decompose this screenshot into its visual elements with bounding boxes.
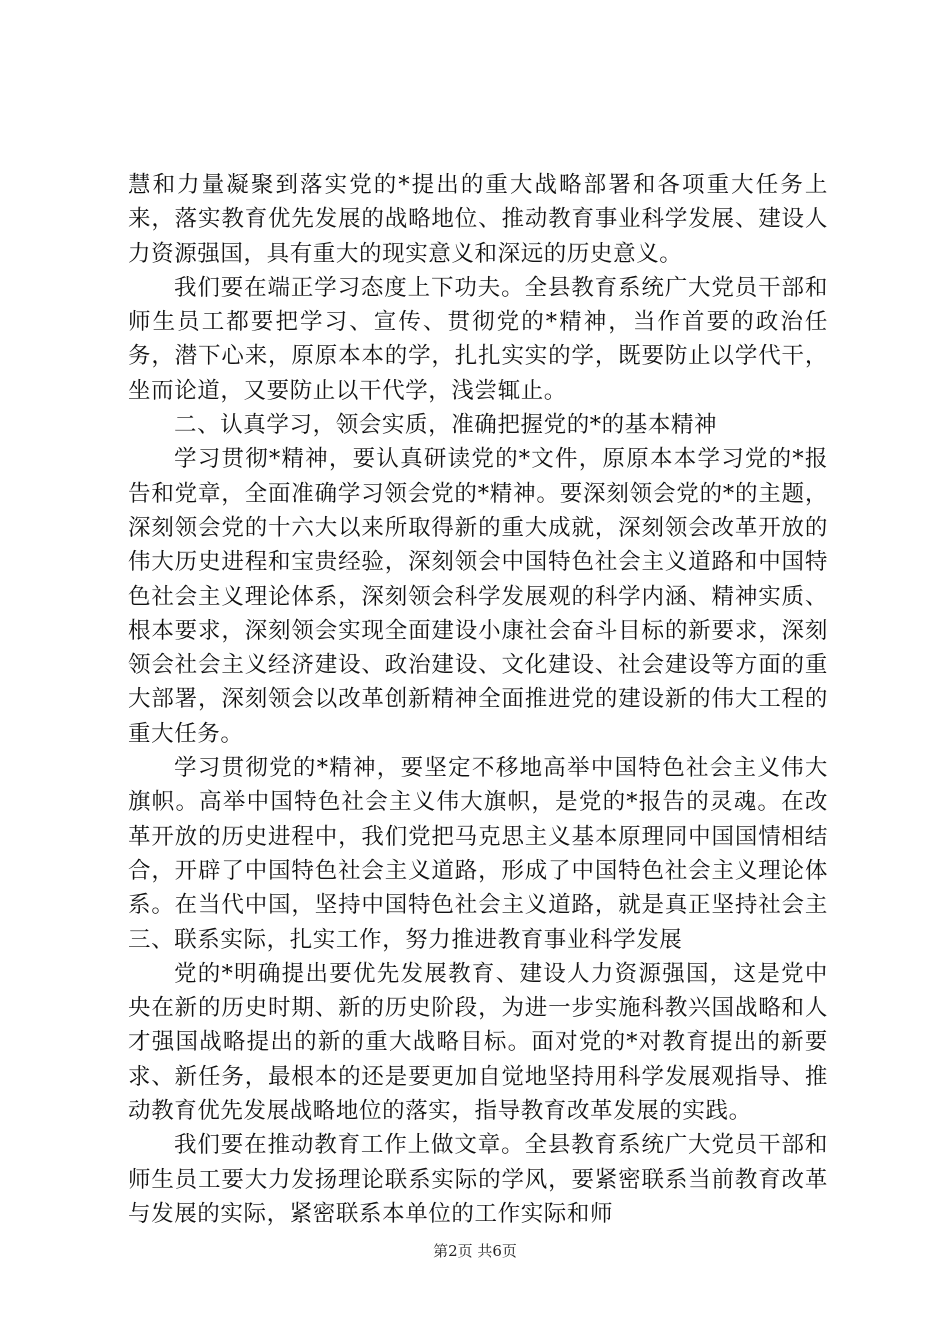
paragraph: 党的*明确提出要优先发展教育、建设人力资源强国，这是党中央在新的历史时期、新的历史阶段，为进一步实施科教兴国战略和人才强国战略提出的新的重大战略目标。面对党的*对教育提出的新要求、新任务，最根本的还是要更加自觉地坚持用科学发展观指导、推动教育优先发展战略地位的落实，指导教育改革发展的实践。 — [128, 960, 828, 1125]
section-heading: 二、认真学习，领会实质，准确把握党的*的基本精神 — [174, 412, 718, 439]
paragraph: 我们要在端正学习态度上下功夫。全县教育系统广大党员干部和师生员工都要把学习、宣传、贯彻党的*精神，当作首要的政治任务，潜下心来，原原本本的学，扎扎实实的学，既要防止以学代干，坐而论道，又要防止以干代学，浅尝辄止。 — [128, 274, 828, 404]
paragraph: 学习贯彻*精神，要认真研读党的*文件，原原本本学习党的*报告和党章，全面准确学习领会党的*精神。要深刻领会党的*的主题，深刻领会党的十六大以来所取得新的重大成就，深刻领会改革开放的伟大历史进程和宝贵经验，深刻领会中国特色社会主义道路和中国特色社会主义理论体系，深刻领会科学发展观的科学内涵、精神实质、根本要求，深刻领会实现全面建设小康社会奋斗目标的新要求，深刻领会社会主义经济建设、政治建设、文化建设、社会建设等方面的重大部署，深刻领会以改革创新精神全面推进党的建设新的伟大工程的重大任务。 — [128, 446, 828, 747]
paragraph: 学习贯彻党的*精神，要坚定不移地高举中国特色社会主义伟大旗帜。高举中国特色社会主义伟大旗帜，是党的*报告的灵魂。在改革开放的历史进程中，我们党把马克思主义基本原理同中国国情相结合，开辟了中国特色社会主义道路，形成了中国特色社会主义理论体系。在当代中国，坚持中国特色社会主义道路，就是真正坚持社会主三、联系实际，扎实工作，努力推进教育事业科学发展 — [128, 755, 828, 953]
page-number-footer: 第2页 共6页 — [433, 1242, 517, 1260]
body-text — [128, 168, 828, 1231]
paragraph: 慧和力量凝聚到落实党的*提出的重大战略部署和各项重大任务上来，落实教育优先发展的战略地位、推动教育事业科学发展、建设人力资源强国，具有重大的现实意义和深远的历史意义。 — [128, 172, 828, 267]
paragraph: 我们要在推动教育工作上做文章。全县教育系统广大党员干部和师生员工要大力发扬理论联系实际的学风，要紧密联系当前教育改革与发展的实际，紧密联系本单位的工作实际和师 — [128, 1132, 828, 1227]
